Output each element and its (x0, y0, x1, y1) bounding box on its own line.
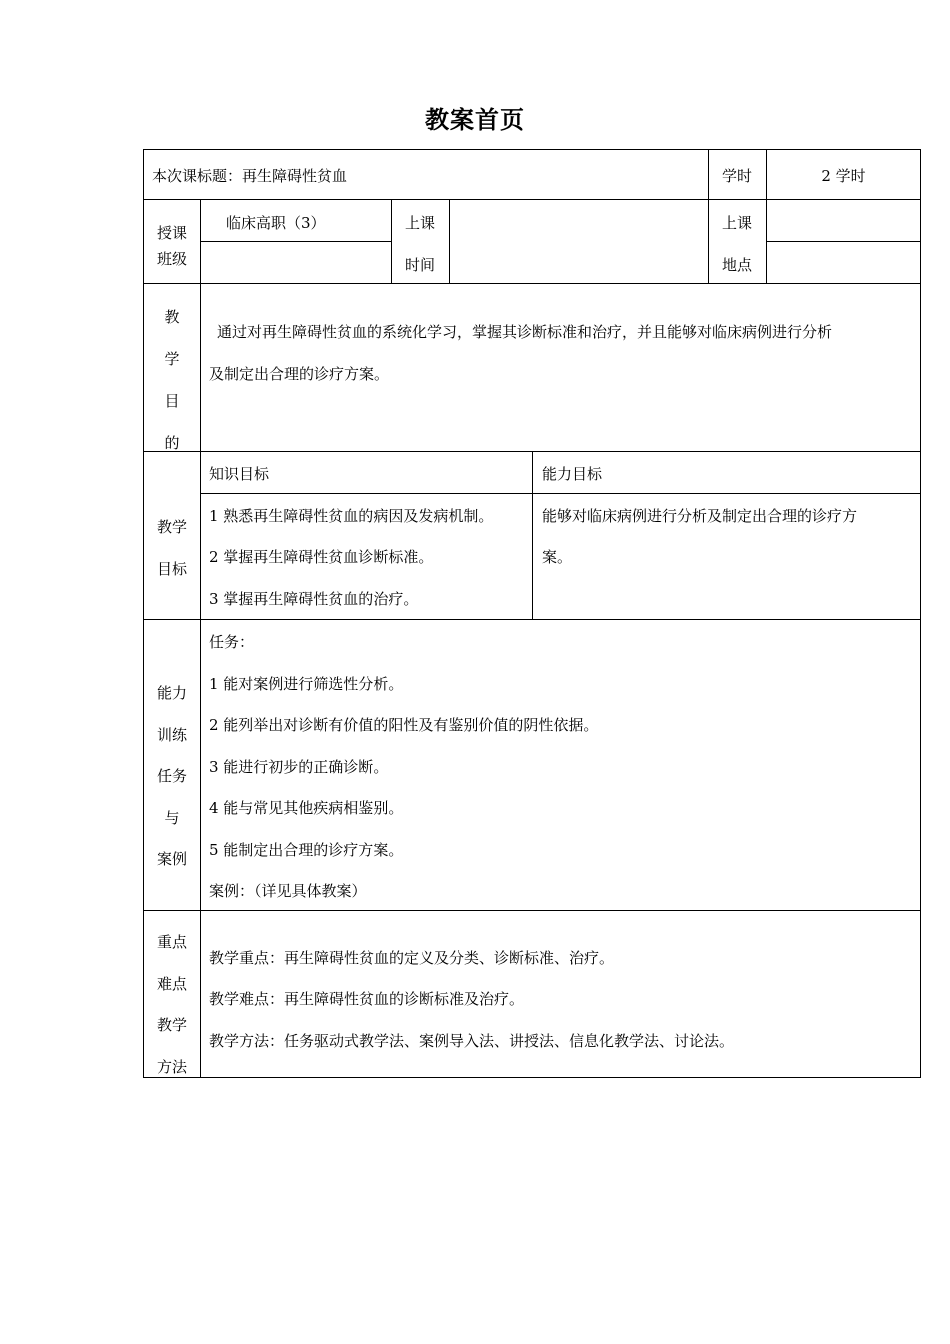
row-divider (143, 199, 921, 200)
task-line: 2 能列举出对诊断有价值的阳性及有鉴别价值的阴性依据。 (209, 716, 599, 734)
keypoints-line: 教学方法：任务驱动式教学法、案例导入法、讲授法、信息化教学法、讨论法。 (209, 1032, 735, 1050)
tasks-label: 能力 训练 任务 与 案例 (156, 684, 187, 868)
knowledge-item: 3 掌握再生障碍性贫血的治疗。 (209, 590, 419, 608)
cell-divider (532, 451, 533, 620)
lesson-topic: 本次课标题：再生障碍性贫血 (152, 167, 348, 185)
purpose-label: 教 学 目 的 (164, 308, 180, 452)
task-line: 1 能对案例进行筛选性分析。 (209, 675, 404, 693)
task-line: 3 能进行初步的正确诊断。 (209, 758, 389, 776)
hours-value: 2 学时 (821, 167, 866, 185)
task-line: 4 能与常见其他疾病相鉴别。 (209, 799, 404, 817)
hours-label: 学时 (722, 167, 753, 185)
cell-divider (200, 199, 201, 1078)
keypoints-line: 教学重点：再生障碍性贫血的定义及分类、诊断标准、治疗。 (209, 949, 615, 967)
knowledge-item: 1 熟悉再生障碍性贫血的病因及发病机制。 (209, 507, 494, 525)
row-divider (143, 910, 921, 911)
cell-divider (708, 149, 709, 284)
class-value: 临床高职（3） (226, 214, 326, 232)
keypoints-label: 重点 难点 教学 方法 (156, 933, 187, 1076)
knowledge-header: 知识目标 (209, 465, 270, 483)
time-label-line2: 时间 (405, 256, 436, 274)
purpose-text-line1: 通过对再生障碍性贫血的系统化学习，掌握其诊断标准和治疗，并且能够对临床病例进行分析 (217, 323, 833, 341)
table-border-top (143, 149, 921, 150)
time-label-line1: 上课 (405, 214, 436, 232)
cell-divider (200, 493, 921, 494)
page-title: 教案首页 (425, 106, 525, 134)
ability-text-line2: 案。 (542, 548, 573, 566)
cell-divider (449, 199, 450, 284)
task-line: 案例：（详见具体教案） (209, 882, 367, 900)
row-divider (143, 283, 921, 284)
class-label: 授课 班级 (156, 224, 187, 268)
keypoints-line: 教学难点：再生障碍性贫血的诊断标准及治疗。 (209, 990, 525, 1008)
ability-text-line1: 能够对临床病例进行分析及制定出合理的诊疗方 (542, 507, 858, 525)
cell-divider (766, 241, 921, 242)
place-label-line1: 上课 (722, 214, 753, 232)
task-line: 任务： (209, 633, 255, 651)
table-border-right (920, 149, 921, 1078)
table-border-bottom (143, 1077, 921, 1078)
knowledge-item: 2 掌握再生障碍性贫血诊断标准。 (209, 548, 434, 566)
place-label-line2: 地点 (722, 256, 753, 274)
cell-divider (200, 241, 392, 242)
task-line: 5 能制定出合理的诊疗方案。 (209, 841, 404, 859)
purpose-text-line2: 及制定出合理的诊疗方案。 (209, 365, 390, 383)
ability-header: 能力目标 (542, 465, 603, 483)
objectives-label: 教学 目标 (156, 518, 187, 578)
